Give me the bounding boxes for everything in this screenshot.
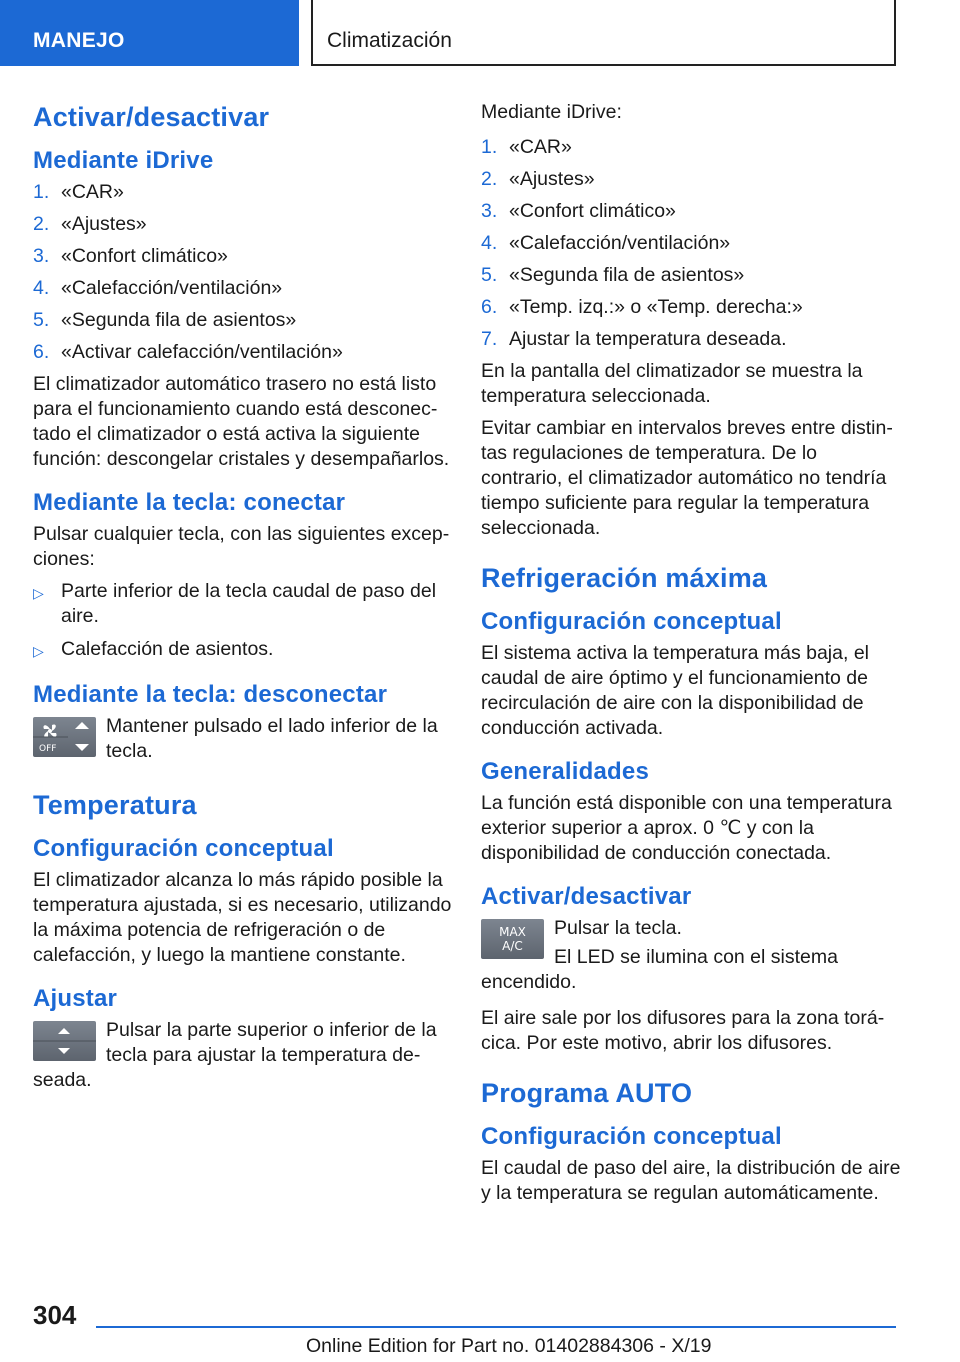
idrive-label: Mediante iDrive:: [481, 101, 622, 123]
list-item: 5. «Segunda fila de asientos»: [33, 309, 297, 331]
avoid-paragraph: Evitar cambiar en intervalos breves entre distintas regulaciones de temperatura. De lo contrario, el climatizador automático no tendría tiempo suficiente para regular la temperatura seleccionada.: [481, 417, 893, 539]
heading-concept: Configuración conceptual: [481, 608, 782, 635]
list-item: ▷ Calefacción de asientos.: [33, 637, 453, 664]
idrive-steps-list: [33, 180, 453, 365]
list-item: 1. «CAR»: [33, 181, 124, 203]
heading-idrive: Mediante iDrive: [33, 147, 214, 174]
list-item: 1. «CAR»: [481, 136, 572, 158]
max-ac-block: [481, 916, 901, 999]
edition-note: Online Edition for Part no. 01402884306 - X/19: [306, 1335, 712, 1357]
exceptions-list: [33, 579, 453, 664]
heading-adjust: Ajustar: [33, 985, 118, 1012]
section-tab: MANEJO: [0, 0, 299, 66]
fan-off-button-icon: [33, 717, 96, 757]
chapter-tab: Climatización: [311, 0, 896, 66]
list-item: 5. «Segunda fila de asientos»: [481, 264, 745, 286]
list-item: 6. «Temp. izq.:» o «Temp. derecha:»: [481, 296, 803, 318]
list-item: 7. Ajustar la temperatura deseada.: [481, 328, 787, 350]
temp-updown-button-icon: [33, 1021, 96, 1061]
list-item: 2. «Ajustes»: [33, 213, 147, 235]
concept-paragraph: El climatizador alcanza lo más rápido posible la temperatura ajustada, si es necesario, utilizando la máxima potencia de refrigeración o de calefacción, y luego la mantiene constante.: [33, 869, 452, 966]
display-paragraph: En la pantalla del climatizador se muestra la temperatura seleccionada.: [481, 360, 863, 407]
heading-auto: Programa AUTO: [481, 1078, 693, 1108]
heading-toggle: Activar/desactivar: [481, 883, 692, 910]
list-item: 4. «Calefacción/ventilación»: [481, 232, 731, 254]
auto-paragraph: El caudal de paso del aire, la distribución de aire y la temperatura se regulan automáticamente.: [481, 1157, 901, 1204]
left-column: [33, 100, 453, 1104]
info-paragraph: El climatizador automático trasero no está listo para el funcionamiento cuando está desconectado el climatizador o está activa la siguiente función: descongelar cristales y desempañarlos.: [33, 373, 450, 470]
led-paragraph: El LED se ilumina con el sistema encendido.: [481, 946, 838, 993]
list-item: 3. «Confort climático»: [33, 245, 228, 267]
page-number: 304: [33, 1300, 77, 1330]
max-paragraph: El sistema activa la temperatura más baja, el caudal de aire óptimo y el funcionamiento de recirculación de aire con la disponibilidad de conducción activada.: [481, 642, 870, 739]
svg-text:A/C: A/C: [502, 939, 523, 953]
triangle-bullet-icon: ▷: [33, 643, 44, 659]
key-off-block: [33, 714, 453, 768]
svg-text:OFF: OFF: [39, 744, 57, 754]
heading-concept: Configuración conceptual: [481, 1123, 782, 1150]
footer-divider: [96, 1326, 896, 1328]
heading-temperature: Temperatura: [33, 790, 197, 820]
list-item: ▷ Parte inferior de la tecla caudal de paso del aire.: [33, 580, 437, 627]
heading-toggle: Activar/desactivar: [33, 102, 270, 132]
right-column: [481, 100, 901, 1213]
heading-general: Generalidades: [481, 758, 650, 785]
list-item: 4. «Calefacción/ventilación»: [33, 277, 283, 299]
triangle-bullet-icon: ▷: [33, 585, 44, 601]
general-paragraph: La función está disponible con una temperatura exterior superior a aprox. 0 ℃ y con la disponibilidad de conducción conectada.: [481, 792, 892, 864]
list-item: 6. «Activar calefacción/ventilación»: [33, 341, 343, 363]
key-on-paragraph: Pulsar cualquier tecla, con las siguientes excepciones:: [33, 523, 450, 570]
temperature-steps-list: [481, 135, 901, 352]
svg-text:MAX: MAX: [499, 925, 526, 939]
list-item: 2. «Ajustes»: [481, 168, 595, 190]
heading-concept: Configuración conceptual: [33, 835, 334, 862]
heading-max-cooling: Refrigeración máxima: [481, 563, 768, 593]
heading-key-on: Mediante la tecla: conectar: [33, 489, 346, 516]
press-paragraph: Pulsar la tecla.: [554, 917, 682, 939]
page-header: [0, 0, 960, 66]
key-off-paragraph: Mantener pulsado el lado inferior de la tecla.: [106, 715, 438, 762]
adjust-block: [33, 1018, 453, 1097]
list-item: 3. «Confort climático»: [481, 200, 676, 222]
air-paragraph: El aire sale por los difusores para la zona torácica. Por este motivo, abrir los difusores.: [481, 1007, 885, 1054]
adjust-paragraph: Pulsar la parte superior o inferior de la tecla para ajustar la temperatura deseada.: [33, 1019, 437, 1091]
max-ac-button-icon: [481, 919, 544, 959]
heading-key-off: Mediante la tecla: desconectar: [33, 681, 388, 708]
